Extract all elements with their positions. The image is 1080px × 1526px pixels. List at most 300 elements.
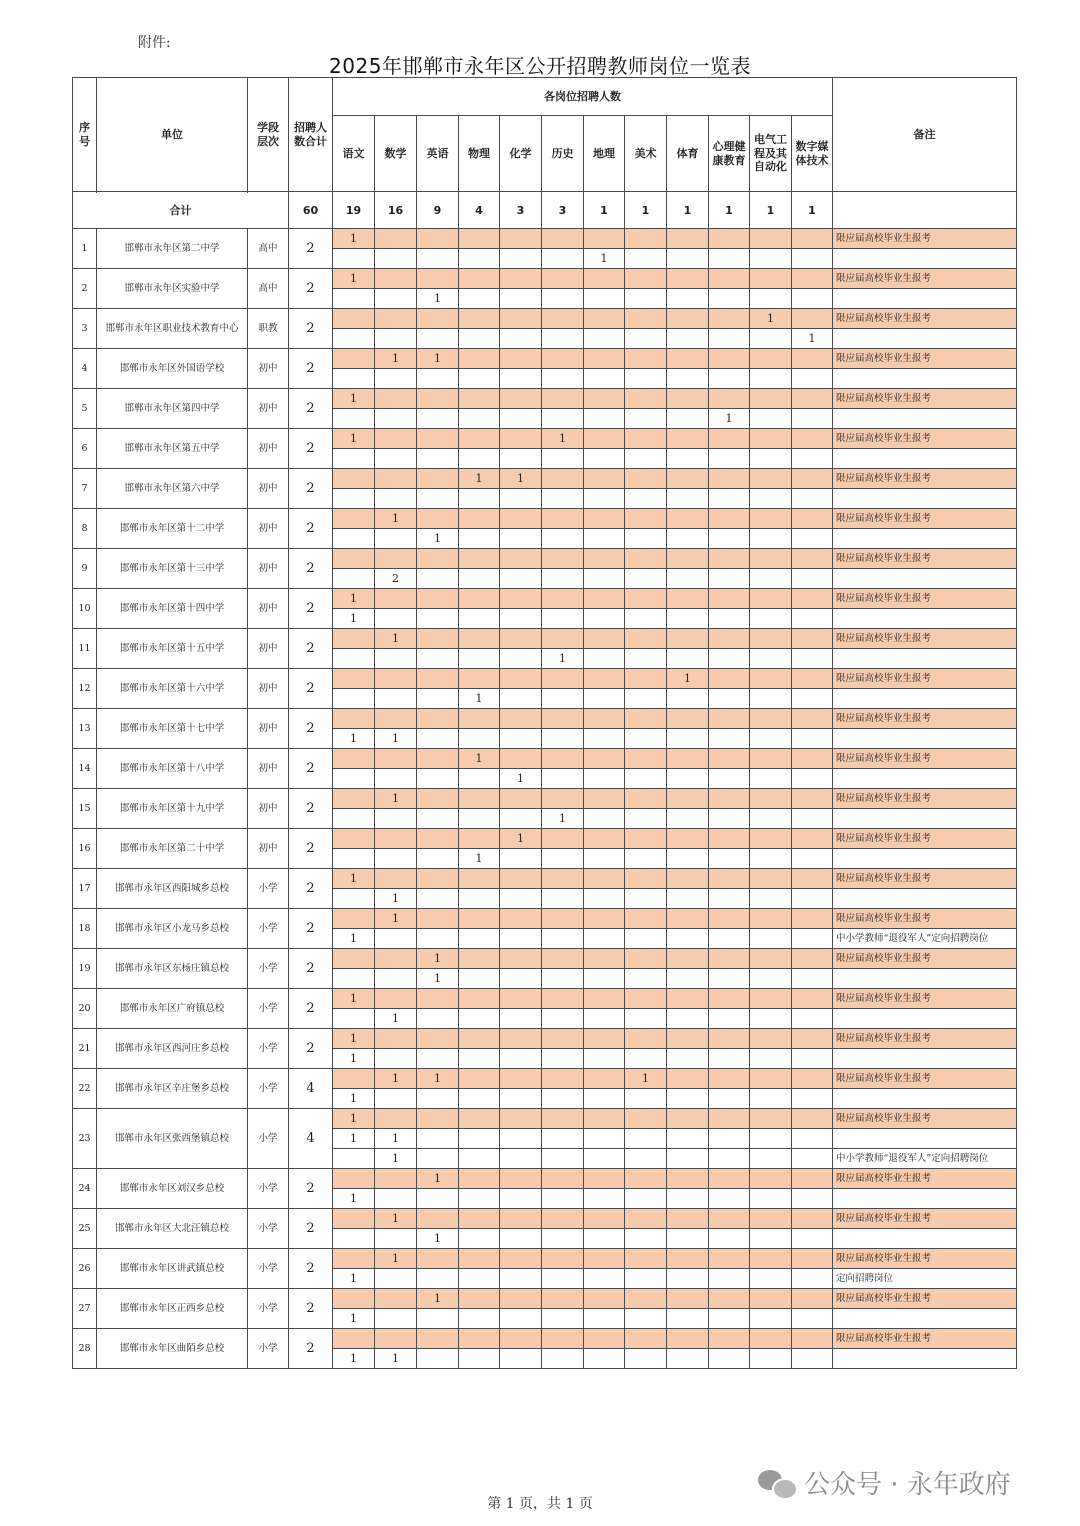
subject-cell <box>417 1029 459 1049</box>
row-remark <box>833 1349 1017 1369</box>
subject-cell <box>375 529 417 549</box>
table-row <box>73 1329 1017 1349</box>
subject-cell <box>750 449 792 469</box>
subject-cell <box>709 849 750 869</box>
row-level: 初中 <box>248 349 289 389</box>
subject-cell <box>584 549 625 569</box>
subject-cell <box>750 1189 792 1209</box>
subject-cell <box>500 409 542 429</box>
subject-cell <box>459 389 500 409</box>
subject-cell <box>750 1209 792 1229</box>
subject-cell <box>709 1169 750 1189</box>
subject-cell <box>625 709 667 729</box>
totals-subject-7: 1 <box>625 192 667 229</box>
subject-cell <box>542 1029 584 1049</box>
subject-cell <box>667 309 709 329</box>
subject-cell <box>584 949 625 969</box>
subject-cell <box>667 1029 709 1049</box>
subject-cell <box>417 729 459 749</box>
subject-cell <box>542 449 584 469</box>
row-remark <box>833 689 1017 709</box>
subject-cell <box>375 429 417 449</box>
row-seq: 28 <box>73 1329 97 1369</box>
subject-cell <box>417 649 459 669</box>
subject-cell <box>333 769 375 789</box>
subject-cell <box>584 849 625 869</box>
row-seq: 11 <box>73 629 97 669</box>
subject-cell <box>375 949 417 969</box>
subject-cell <box>625 669 667 689</box>
subject-cell <box>625 1329 667 1349</box>
row-remark: 限应届高校毕业生报考 <box>833 669 1017 689</box>
subject-cell <box>459 589 500 609</box>
subject-cell <box>625 1049 667 1069</box>
subject-cell <box>792 689 833 709</box>
subject-cell <box>375 769 417 789</box>
subject-cell <box>792 1149 833 1169</box>
totals-subject-9: 1 <box>709 192 750 229</box>
subject-cell <box>542 349 584 369</box>
row-remark <box>833 289 1017 309</box>
row-level: 初中 <box>248 589 289 629</box>
subject-cell <box>375 1089 417 1109</box>
subject-cell: 1 <box>417 1289 459 1309</box>
page-footer: 第 1 页，共 1 页 <box>487 1496 593 1512</box>
subject-cell <box>542 729 584 749</box>
totals-subject-5: 3 <box>542 192 584 229</box>
subject-cell: 1 <box>375 1009 417 1029</box>
subject-cell <box>500 1129 542 1149</box>
subject-cell <box>542 749 584 769</box>
subject-cell <box>500 629 542 649</box>
row-remark <box>833 729 1017 749</box>
subject-cell: 1 <box>375 1149 417 1169</box>
subject-cell <box>709 789 750 809</box>
table-row <box>73 1169 1017 1189</box>
row-remark: 限应届高校毕业生报考 <box>833 1029 1017 1049</box>
row-remark <box>833 529 1017 549</box>
subject-cell <box>542 1109 584 1129</box>
subject-cell <box>417 329 459 349</box>
subject-cell <box>709 529 750 549</box>
subject-cell <box>333 449 375 469</box>
subject-cell <box>500 689 542 709</box>
subject-cell <box>500 809 542 829</box>
subject-cell <box>459 229 500 249</box>
subject-cell <box>667 1149 709 1169</box>
subject-cell <box>584 509 625 529</box>
subject-cell <box>333 1229 375 1249</box>
subject-cell <box>500 1289 542 1309</box>
table-row <box>73 989 1017 1009</box>
row-seq: 2 <box>73 269 97 309</box>
subject-cell <box>709 1209 750 1229</box>
row-remark: 限应届高校毕业生报考 <box>833 1169 1017 1189</box>
subject-cell <box>750 609 792 629</box>
table-row <box>73 1069 1017 1089</box>
subject-cell <box>792 969 833 989</box>
subject-cell <box>500 1249 542 1269</box>
subject-cell <box>792 1089 833 1109</box>
subject-cell <box>333 789 375 809</box>
row-remark: 限应届高校毕业生报考 <box>833 509 1017 529</box>
subject-cell <box>792 449 833 469</box>
subject-cell <box>792 989 833 1009</box>
subject-cell <box>792 489 833 509</box>
subject-cell <box>584 749 625 769</box>
subject-cell <box>459 569 500 589</box>
totals-remark <box>833 192 1017 229</box>
subject-cell <box>584 349 625 369</box>
subject-cell: 1 <box>375 349 417 369</box>
subject-cell <box>750 749 792 769</box>
subject-cell <box>667 289 709 309</box>
totals-subject-4: 3 <box>500 192 542 229</box>
subject-cell <box>542 1249 584 1269</box>
subject-cell <box>792 589 833 609</box>
subject-cell <box>333 809 375 829</box>
row-remark: 限应届高校毕业生报考 <box>833 709 1017 729</box>
subject-cell <box>750 1009 792 1029</box>
row-remark <box>833 1129 1017 1149</box>
subject-cell <box>500 1169 542 1189</box>
subject-cell <box>500 1309 542 1329</box>
subject-cell <box>500 729 542 749</box>
subject-cell <box>667 1209 709 1229</box>
subject-cell <box>375 849 417 869</box>
subject-cell <box>709 969 750 989</box>
subject-cell <box>375 1309 417 1329</box>
subject-cell <box>667 369 709 389</box>
table-row <box>73 629 1017 649</box>
row-seq: 27 <box>73 1289 97 1329</box>
subject-cell <box>584 1249 625 1269</box>
row-remark: 限应届高校毕业生报考 <box>833 1069 1017 1089</box>
table-row <box>73 909 1017 929</box>
subject-cell <box>792 1249 833 1269</box>
subject-cell <box>584 1109 625 1129</box>
subject-cell <box>459 969 500 989</box>
table-row <box>73 1209 1017 1229</box>
subject-cell <box>500 1209 542 1229</box>
subject-cell <box>333 1249 375 1269</box>
subject-cell <box>750 769 792 789</box>
row-level: 初中 <box>248 389 289 429</box>
subject-cell <box>750 809 792 829</box>
subject-cell <box>625 869 667 889</box>
subject-cell <box>709 929 750 949</box>
subject-cell <box>709 729 750 749</box>
subject-cell <box>542 629 584 649</box>
table-row <box>73 1289 1017 1309</box>
subject-cell <box>417 909 459 929</box>
row-remark: 限应届高校毕业生报考 <box>833 629 1017 649</box>
subject-cell <box>375 969 417 989</box>
subject-cell <box>584 1049 625 1069</box>
subject-cell <box>459 489 500 509</box>
subject-cell <box>542 1209 584 1229</box>
subject-cell <box>459 669 500 689</box>
subject-cell <box>709 1309 750 1329</box>
subject-cell <box>542 369 584 389</box>
subject-cell <box>792 569 833 589</box>
subject-cell: 1 <box>500 829 542 849</box>
subject-cell <box>542 309 584 329</box>
subject-cell <box>333 549 375 569</box>
subject-cell <box>625 1129 667 1149</box>
subject-cell <box>500 1329 542 1349</box>
row-remark <box>833 449 1017 469</box>
row-remark: 限应届高校毕业生报考 <box>833 989 1017 1009</box>
subject-cell <box>459 769 500 789</box>
subject-cell <box>542 1069 584 1089</box>
subject-cell <box>459 929 500 949</box>
subject-cell <box>500 529 542 549</box>
subject-cell <box>584 1269 625 1289</box>
row-seq: 17 <box>73 869 97 909</box>
row-seq: 16 <box>73 829 97 869</box>
subject-cell <box>709 949 750 969</box>
subject-cell: 1 <box>750 309 792 329</box>
subject-cell <box>500 1189 542 1209</box>
subject-cell <box>333 1069 375 1089</box>
row-remark: 限应届高校毕业生报考 <box>833 429 1017 449</box>
subject-cell <box>500 1229 542 1249</box>
subject-cell <box>417 1309 459 1329</box>
subject-cell <box>709 569 750 589</box>
header-subject-4: 化学 <box>500 116 542 192</box>
row-total: 2 <box>289 589 333 629</box>
row-remark <box>833 969 1017 989</box>
row-total: 2 <box>289 789 333 829</box>
subject-cell <box>459 1189 500 1209</box>
subject-cell <box>625 409 667 429</box>
subject-cell <box>459 409 500 429</box>
subject-cell <box>584 829 625 849</box>
subject-cell <box>709 809 750 829</box>
subject-cell: 1 <box>500 769 542 789</box>
subject-cell <box>792 289 833 309</box>
row-remark: 限应届高校毕业生报考 <box>833 1249 1017 1269</box>
subject-cell <box>667 409 709 429</box>
subject-cell <box>625 329 667 349</box>
header-subject-1: 数学 <box>375 116 417 192</box>
subject-cell <box>792 349 833 369</box>
subject-cell <box>542 1149 584 1169</box>
table-row <box>73 509 1017 529</box>
row-seq: 14 <box>73 749 97 789</box>
subject-cell <box>709 329 750 349</box>
subject-cell <box>459 809 500 829</box>
subject-cell <box>667 749 709 769</box>
subject-cell <box>459 549 500 569</box>
page-title: 2025年邯郸市永年区公开招聘教师岗位一览表 <box>329 54 751 78</box>
row-level: 小学 <box>248 1249 289 1289</box>
row-remark: 限应届高校毕业生报考 <box>833 469 1017 489</box>
row-level: 小学 <box>248 1289 289 1329</box>
subject-cell <box>792 269 833 289</box>
subject-cell <box>542 409 584 429</box>
subject-cell <box>667 1349 709 1369</box>
subject-cell <box>500 249 542 269</box>
subject-cell <box>375 389 417 409</box>
subject-cell <box>375 1289 417 1309</box>
table-row <box>73 269 1017 289</box>
subject-cell <box>333 689 375 709</box>
table-row <box>73 669 1017 689</box>
subject-cell <box>542 669 584 689</box>
row-unit: 邯郸市永年区外国语学校 <box>97 349 248 389</box>
header-subject-6: 地理 <box>584 116 625 192</box>
subject-cell <box>542 489 584 509</box>
subject-cell <box>417 929 459 949</box>
subject-cell <box>792 1129 833 1149</box>
subject-cell <box>417 229 459 249</box>
row-seq: 13 <box>73 709 97 749</box>
subject-cell <box>750 229 792 249</box>
subject-cell <box>542 529 584 549</box>
subject-cell <box>625 609 667 629</box>
subject-cell <box>417 609 459 629</box>
row-level: 初中 <box>248 629 289 669</box>
subject-cell <box>792 389 833 409</box>
subject-cell <box>625 1029 667 1049</box>
row-unit: 邯郸市永年区广府镇总校 <box>97 989 248 1029</box>
row-total: 2 <box>289 309 333 349</box>
subject-cell <box>542 1049 584 1069</box>
subject-cell: 2 <box>375 569 417 589</box>
row-remark <box>833 649 1017 669</box>
subject-cell <box>667 1289 709 1309</box>
subject-cell: 1 <box>333 1129 375 1149</box>
subject-cell <box>542 509 584 529</box>
subject-cell <box>584 929 625 949</box>
subject-cell <box>625 1109 667 1129</box>
subject-cell <box>459 829 500 849</box>
subject-cell <box>792 1109 833 1129</box>
subject-cell <box>500 649 542 669</box>
totals-subject-0: 19 <box>333 192 375 229</box>
row-seq: 23 <box>73 1109 97 1169</box>
table-row <box>73 389 1017 409</box>
subject-cell <box>417 1009 459 1029</box>
row-level: 小学 <box>248 1329 289 1369</box>
subject-cell <box>375 249 417 269</box>
subject-cell <box>625 249 667 269</box>
subject-cell <box>667 929 709 949</box>
subject-cell <box>542 689 584 709</box>
subject-cell <box>459 1229 500 1249</box>
subject-cell <box>459 709 500 729</box>
subject-cell <box>459 329 500 349</box>
row-total: 2 <box>289 349 333 389</box>
subject-cell <box>375 689 417 709</box>
subject-cell <box>459 529 500 549</box>
subject-cell <box>667 629 709 649</box>
subject-cell <box>333 489 375 509</box>
recruitment-table <box>72 77 1017 1369</box>
table-row <box>73 349 1017 369</box>
header-subject-3: 物理 <box>459 116 500 192</box>
subject-cell <box>750 1309 792 1329</box>
subject-cell <box>333 829 375 849</box>
subject-cell <box>500 349 542 369</box>
row-remark <box>833 409 1017 429</box>
subject-cell <box>750 869 792 889</box>
subject-cell <box>584 289 625 309</box>
subject-cell <box>625 349 667 369</box>
subject-cell <box>667 989 709 1009</box>
subject-cell <box>375 709 417 729</box>
subject-cell <box>792 829 833 849</box>
subject-cell <box>750 1089 792 1109</box>
subject-cell <box>625 1249 667 1269</box>
subject-cell <box>459 1329 500 1349</box>
subject-cell <box>625 729 667 749</box>
subject-cell: 1 <box>417 1169 459 1189</box>
subject-cell <box>542 829 584 849</box>
row-level: 初中 <box>248 829 289 869</box>
subject-cell <box>792 309 833 329</box>
subject-cell <box>375 549 417 569</box>
subject-cell <box>417 409 459 429</box>
subject-cell <box>584 489 625 509</box>
subject-cell <box>750 909 792 929</box>
row-unit: 邯郸市永年区第十三中学 <box>97 549 248 589</box>
subject-cell <box>417 889 459 909</box>
subject-cell <box>584 409 625 429</box>
subject-cell <box>333 909 375 929</box>
subject-cell <box>417 429 459 449</box>
subject-cell <box>542 249 584 269</box>
subject-cell <box>459 1129 500 1149</box>
subject-cell <box>417 669 459 689</box>
subject-cell <box>375 489 417 509</box>
row-total: 2 <box>289 829 333 869</box>
totals-row <box>73 192 1017 229</box>
subject-cell <box>750 429 792 449</box>
table-row <box>73 589 1017 609</box>
row-remark: 限应届高校毕业生报考 <box>833 789 1017 809</box>
subject-cell <box>542 1009 584 1029</box>
subject-cell <box>625 529 667 549</box>
header-subject-0: 语文 <box>333 116 375 192</box>
subject-cell <box>500 969 542 989</box>
subject-cell <box>459 1289 500 1309</box>
subject-cell <box>584 769 625 789</box>
row-remark: 限应届高校毕业生报考 <box>833 829 1017 849</box>
subject-cell <box>375 1029 417 1049</box>
subject-cell <box>792 1069 833 1089</box>
subject-cell <box>750 669 792 689</box>
subject-cell <box>750 329 792 349</box>
subject-cell <box>459 869 500 889</box>
subject-cell <box>417 1149 459 1169</box>
header-subject-group: 各岗位招聘人数 <box>333 78 833 116</box>
row-unit: 邯郸市永年区正西乡总校 <box>97 1289 248 1329</box>
subject-cell <box>750 269 792 289</box>
subject-cell <box>750 389 792 409</box>
subject-cell <box>667 969 709 989</box>
subject-cell <box>584 1349 625 1369</box>
subject-cell <box>375 1169 417 1189</box>
row-remark <box>833 889 1017 909</box>
subject-cell <box>792 1289 833 1309</box>
subject-cell <box>459 889 500 909</box>
row-remark: 限应届高校毕业生报考 <box>833 269 1017 289</box>
subject-cell <box>417 629 459 649</box>
subject-cell <box>417 789 459 809</box>
